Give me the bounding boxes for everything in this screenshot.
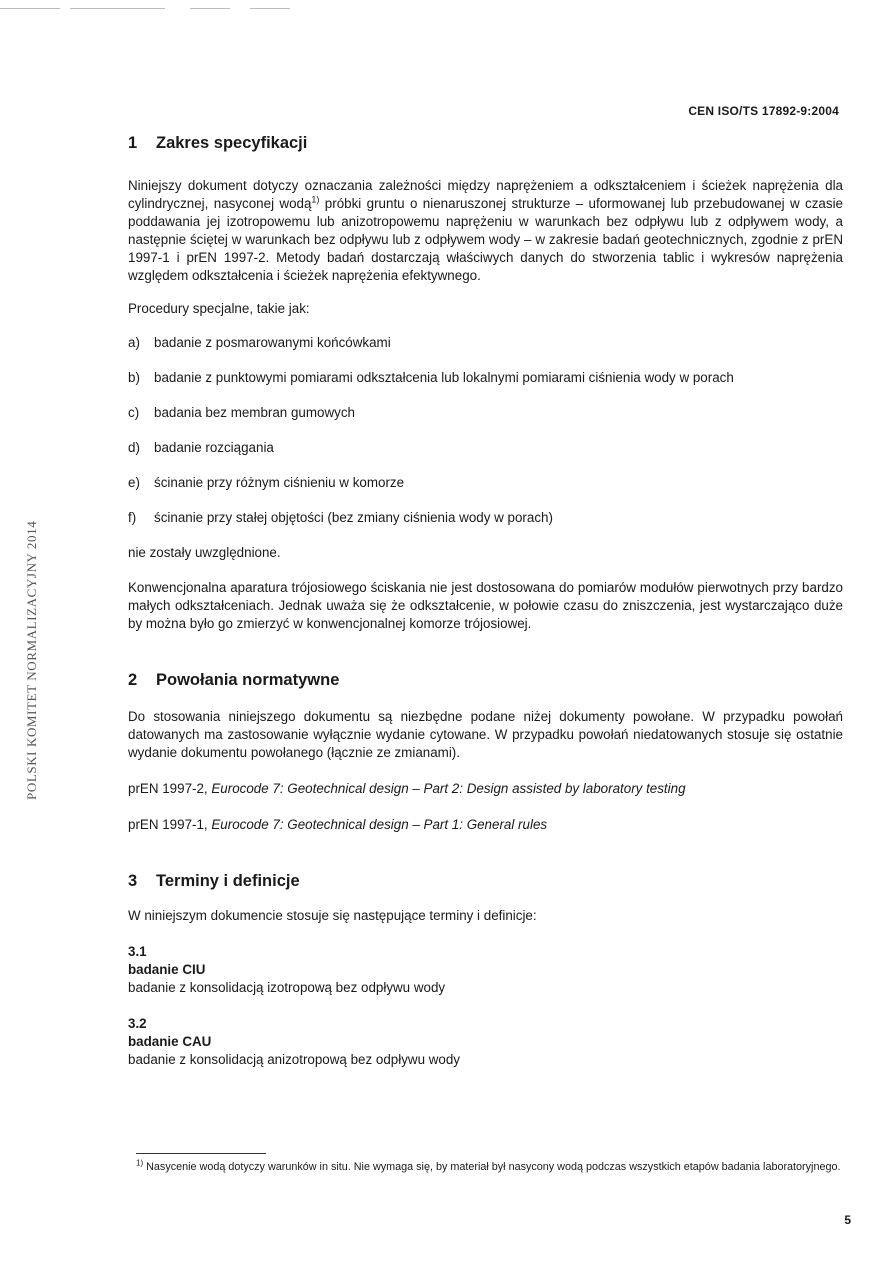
scan-artifact <box>190 8 230 9</box>
section-number: 3 <box>128 872 138 890</box>
normative-reference <box>128 780 843 798</box>
section-number: 2 <box>128 671 138 689</box>
section-1-heading <box>128 134 843 153</box>
footnote-divider <box>136 1153 266 1154</box>
list-item <box>128 509 843 527</box>
term-definition: badanie z konsolidacją izotropową bez odpływu wody <box>128 980 446 995</box>
list-text: badania bez membran gumowych <box>154 405 355 420</box>
standard-identifier: CEN ISO/TS 17892-9:2004 <box>688 104 839 118</box>
list-text: badanie z posmarowanymi końcówkami <box>154 335 391 350</box>
normative-reference <box>128 816 843 834</box>
scope-text-part: Niniejszy dokument dotyczy oznaczania zależności między naprężeniem a odkształceniem i ścieżek naprężenia dla cylindrycznej, nasyconej wodą <box>128 178 843 211</box>
scan-artifact <box>0 8 60 9</box>
list-letter: a) <box>128 335 140 350</box>
term-definition: badanie z konsolidacją anizotropową bez odpływu wody <box>128 1052 461 1067</box>
term-number: 3.1 <box>128 944 147 959</box>
apparatus-paragraph: Konwencjonalna aparatura trójosiowego ściskania nie jest dostosowana do pomiarów modułów pierwotnych przy bardzo małych odkształceniach. Jednak uważa się że odkształcenie, w połowie czasu do zniszczenia, jest wystarczająco duże by można było go zmierzyć w konwencjonalnej komorze trójosiowej. <box>128 580 843 631</box>
procedures-list <box>128 334 843 527</box>
terms-intro: W niniejszym dokumencie stosuje się następujące terminy i definicje: <box>128 908 537 923</box>
section-3-heading <box>128 872 843 891</box>
list-text: badanie rozciągania <box>154 440 274 455</box>
term-number: 3.2 <box>128 1016 147 1031</box>
term-entry <box>128 1015 843 1069</box>
section-number: 1 <box>128 134 138 152</box>
reference-code: prEN 1997-2, <box>128 781 212 796</box>
page-number: 5 <box>844 1213 851 1227</box>
procedures-intro: Procedury specjalne, takie jak: <box>128 301 310 316</box>
list-item <box>128 439 843 457</box>
list-letter: c) <box>128 405 140 420</box>
footnote-reference: 1) <box>311 194 320 205</box>
scope-paragraph <box>128 177 843 285</box>
vertical-watermark: POLSKI KOMITET NORMALIZACYJNY 2014 <box>24 520 39 800</box>
footnote <box>136 1160 851 1175</box>
reference-title: Eurocode 7: Geotechnical design – Part 1: General rules <box>211 817 548 832</box>
scan-artifact <box>70 8 165 9</box>
reference-code: prEN 1997-1, <box>128 817 212 832</box>
scan-artifact <box>250 8 290 9</box>
list-letter: f) <box>128 510 137 525</box>
main-content <box>128 134 843 1069</box>
list-item <box>128 404 843 422</box>
list-text: ścinanie przy stałej objętości (bez zmiany ciśnienia wody w porach) <box>154 510 553 525</box>
scope-text-part: próbki gruntu o nienaruszonej strukturze – uformowanej lub przebudowanej w czasie poddawania jej izotropowemu lub anizotropowemu naprężeniu w warunkach bez odpływu lub z odpływem wody, a następnie ściętej w warunkach bez odpływu lub z odpływem wody – w zakresie badań geotechnicznych, zgodnie z prEN 1997-1 i prEN 1997-2. Metody badań dostarczają właściwych danych do stworzenia tablic i wykresów naprężenia względem odkształcenia i ścieżek naprężenia efektywnego. <box>128 196 843 283</box>
list-text: badanie z punktowymi pomiarami odkształcenia lub lokalnymi pomiarami ciśnienia wody w porach <box>154 370 734 385</box>
section-title: Zakres specyfikacji <box>156 134 308 152</box>
list-item <box>128 474 843 492</box>
normative-paragraph: Do stosowania niniejszego dokumentu są niezbędne podane niżej dokumenty powołane. W przypadku powołań datowanych ma zastosowanie wyłącznie wydanie cytowane. W przypadku powołań niedatowanych stosuje się ostatnie wydanie dokumentu powołanego (łącznie ze zmianami). <box>128 709 843 760</box>
list-item <box>128 334 843 352</box>
section-2-heading <box>128 671 843 690</box>
footnote-mark: 1) <box>136 1158 144 1168</box>
procedures-note: nie zostały uwzględnione. <box>128 545 281 560</box>
list-letter: b) <box>128 370 140 385</box>
section-title: Terminy i definicje <box>156 872 300 890</box>
reference-title: Eurocode 7: Geotechnical design – Part 2: Design assisted by laboratory testing <box>211 781 686 796</box>
term-name: badanie CAU <box>128 1034 212 1049</box>
list-letter: e) <box>128 475 140 490</box>
term-entry <box>128 943 843 997</box>
list-item <box>128 369 843 387</box>
list-letter: d) <box>128 440 140 455</box>
footnote-text: Nasycenie wodą dotyczy warunków in situ. Nie wymaga się, by materiał był nasycony wodą podczas wszystkich etapów badania laboratoryjnego. <box>143 1161 841 1173</box>
section-title: Powołania normatywne <box>156 671 340 689</box>
term-name: badanie CIU <box>128 962 206 977</box>
list-text: ścinanie przy różnym ciśnieniu w komorze <box>154 475 405 490</box>
